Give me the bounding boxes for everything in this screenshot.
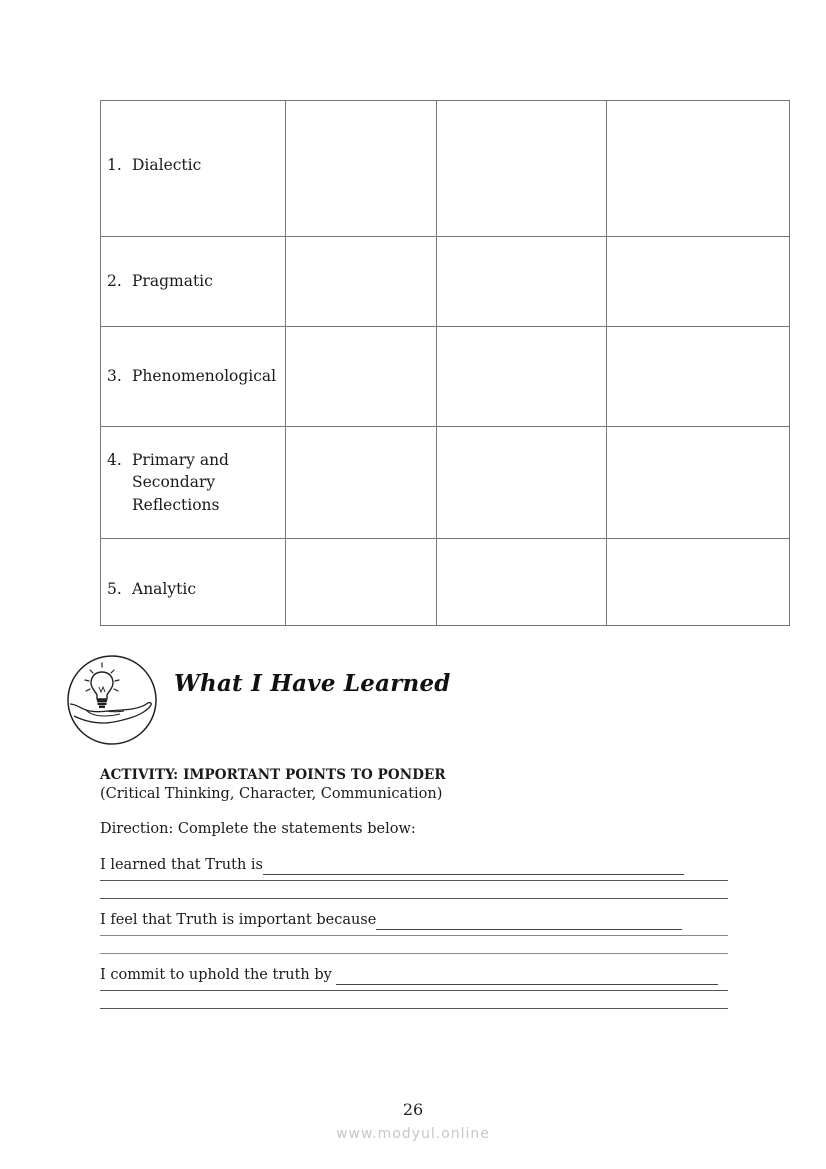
row-label-cell xyxy=(101,327,286,427)
table-row xyxy=(101,237,790,327)
prompt-text: I feel that Truth is important because xyxy=(100,912,377,928)
lightbulb-in-hand-icon xyxy=(66,654,158,746)
row-number: 4. xyxy=(107,450,122,469)
row-label: Pragmatic xyxy=(132,272,213,291)
table-row xyxy=(101,101,790,237)
answer-line[interactable] xyxy=(100,936,728,954)
prompt-truth-is xyxy=(100,856,728,899)
answer-cell[interactable] xyxy=(607,427,790,539)
answer-cell[interactable] xyxy=(286,327,437,427)
activity-block xyxy=(100,766,728,1009)
row-label-cell xyxy=(101,237,286,327)
answer-blank[interactable] xyxy=(336,970,718,985)
answer-cell[interactable] xyxy=(286,101,437,237)
row-number: 5. xyxy=(107,579,122,598)
answer-cell[interactable] xyxy=(437,427,607,539)
section-title: What I Have Learned xyxy=(174,670,451,697)
answer-line[interactable] xyxy=(100,881,728,899)
answer-blank[interactable] xyxy=(376,915,682,930)
row-label: Dialectic xyxy=(132,156,202,175)
reflection-table xyxy=(100,100,790,626)
activity-subtitle: (Critical Thinking, Character, Communication) xyxy=(100,786,443,802)
row-label-cell xyxy=(101,101,286,237)
answer-cell[interactable] xyxy=(437,327,607,427)
prompt-commit-to-uphold xyxy=(100,966,728,1009)
answer-blank[interactable] xyxy=(263,860,684,875)
prompt-important-because xyxy=(100,911,728,954)
page-number: 26 xyxy=(402,1100,424,1119)
direction-text: Direction: Complete the statements below: xyxy=(100,821,416,837)
table-row xyxy=(101,427,790,539)
table-row xyxy=(101,539,790,626)
row-number: 2. xyxy=(107,272,122,291)
answer-cell[interactable] xyxy=(437,101,607,237)
answer-cell[interactable] xyxy=(607,539,790,626)
row-number: 3. xyxy=(107,367,122,386)
answer-cell[interactable] xyxy=(607,237,790,327)
answer-cell[interactable] xyxy=(286,427,437,539)
answer-cell[interactable] xyxy=(286,237,437,327)
prompt-text: I learned that Truth is xyxy=(100,857,263,873)
answer-cell[interactable] xyxy=(437,237,607,327)
row-label: Primary and Secondary Reflections xyxy=(132,450,229,514)
answer-cell[interactable] xyxy=(437,539,607,626)
row-label-cell xyxy=(101,539,286,626)
row-number: 1. xyxy=(107,156,122,175)
answer-cell[interactable] xyxy=(607,327,790,427)
row-label: Phenomenological xyxy=(132,367,277,386)
answer-cell[interactable] xyxy=(286,539,437,626)
table-row xyxy=(101,327,790,427)
watermark: www.modyul.online xyxy=(336,1126,490,1142)
answer-cell[interactable] xyxy=(607,101,790,237)
row-label-cell xyxy=(101,427,286,539)
prompt-text: I commit to uphold the truth by xyxy=(100,967,337,983)
answer-line[interactable] xyxy=(100,991,728,1009)
activity-title: ACTIVITY: IMPORTANT POINTS TO PONDER xyxy=(100,767,446,783)
row-label: Analytic xyxy=(132,579,196,598)
